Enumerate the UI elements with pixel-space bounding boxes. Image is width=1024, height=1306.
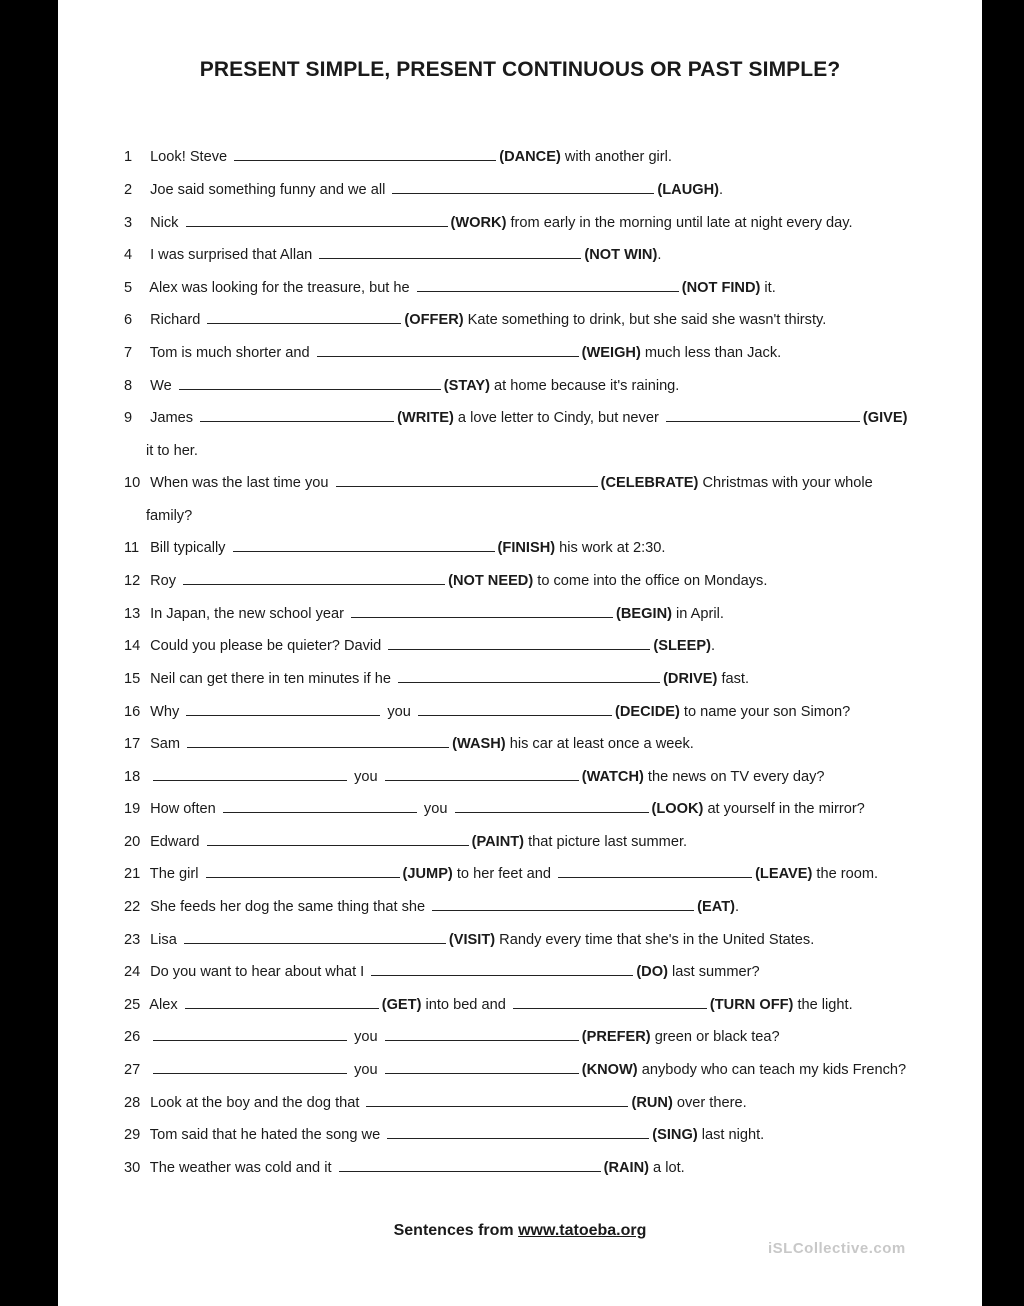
question-number: 24 <box>124 964 141 980</box>
verb-prompt: (EAT) <box>697 899 735 915</box>
question-26 <box>124 1027 942 1047</box>
answer-blank[interactable] <box>317 343 579 357</box>
answer-blank[interactable] <box>153 1060 347 1074</box>
question-number: 10 <box>124 475 141 491</box>
question-text: Edward <box>150 834 200 850</box>
question-15 <box>124 669 942 689</box>
question-21 <box>124 864 942 884</box>
question-text: with another girl. <box>560 149 672 165</box>
question-text: you <box>387 704 411 720</box>
question-text: Lisa <box>150 932 177 948</box>
answer-blank[interactable] <box>385 1060 579 1074</box>
question-number: 22 <box>124 899 141 915</box>
answer-blank[interactable] <box>184 930 446 944</box>
question-text: Richard <box>150 312 201 328</box>
verb-prompt: (WEIGH) <box>581 345 641 361</box>
question-number: 15 <box>124 671 141 687</box>
question-text: Bill typically <box>150 540 226 556</box>
question-14 <box>124 636 942 656</box>
answer-blank[interactable] <box>206 864 400 878</box>
question-1 <box>124 147 942 167</box>
question-number: 28 <box>124 1095 141 1111</box>
question-text: Kate something to drink, but she said she wasn't thirsty. <box>463 312 827 328</box>
question-number: 9 <box>124 410 133 426</box>
verb-prompt: (NOT NEED) <box>448 573 534 589</box>
question-number: 13 <box>124 606 141 622</box>
verb-prompt: (WRITE) <box>397 410 454 426</box>
question-number: 1 <box>124 149 133 165</box>
answer-blank[interactable] <box>339 1158 601 1172</box>
question-number: 25 <box>124 997 141 1013</box>
question-27 <box>124 1060 942 1080</box>
answer-blank[interactable] <box>455 799 649 813</box>
question-text: Look! Steve <box>150 149 228 165</box>
answer-blank[interactable] <box>432 897 694 911</box>
question-6 <box>124 310 942 330</box>
question-text: you <box>354 1029 378 1045</box>
answer-blank[interactable] <box>153 767 347 781</box>
verb-prompt: (GIVE) <box>862 410 908 426</box>
verb-prompt: (RUN) <box>631 1095 673 1111</box>
question-text: Alex <box>149 997 178 1013</box>
verb-prompt: (PAINT) <box>471 834 525 850</box>
question-number: 12 <box>124 573 141 589</box>
question-number: 18 <box>124 769 141 785</box>
question-17 <box>124 734 942 754</box>
question-text: you <box>354 1062 378 1078</box>
watermark: iSLCollective.com <box>768 1240 906 1257</box>
question-text: Roy <box>150 573 177 589</box>
answer-blank[interactable] <box>200 408 394 422</box>
answer-blank[interactable] <box>392 180 654 194</box>
question-text: to come into the office on Mondays. <box>533 573 768 589</box>
verb-prompt: (DRIVE) <box>663 671 718 687</box>
question-number: 6 <box>124 312 133 328</box>
question-10 <box>124 473 942 493</box>
answer-blank[interactable] <box>223 799 417 813</box>
question-text: The weather was cold and it <box>149 1160 332 1176</box>
question-number: 16 <box>124 704 141 720</box>
question-number: 7 <box>124 345 133 361</box>
answer-blank[interactable] <box>179 376 441 390</box>
answer-blank[interactable] <box>398 669 660 683</box>
tatoeba-link[interactable]: www.tatoeba.org <box>518 1222 647 1239</box>
verb-prompt: (WASH) <box>452 736 506 752</box>
question-28 <box>124 1093 942 1113</box>
question-text: Joe said something funny and we all <box>150 182 386 198</box>
verb-prompt: (TURN OFF) <box>709 997 794 1013</box>
answer-blank[interactable] <box>186 702 380 716</box>
verb-prompt: (CELEBRATE) <box>600 475 699 491</box>
question-text: at home because it's raining. <box>489 378 680 394</box>
answer-blank[interactable] <box>187 734 449 748</box>
page-title: PRESENT SIMPLE, PRESENT CONTINUOUS OR PAST SIMPLE? <box>199 58 841 81</box>
question-number: 26 <box>124 1029 141 1045</box>
question-19 <box>124 799 942 819</box>
question-number: 14 <box>124 638 141 654</box>
question-text: much less than Jack. <box>640 345 782 361</box>
question-text: a lot. <box>648 1160 685 1176</box>
worksheet-page <box>58 0 982 1306</box>
question-text: it. <box>760 280 776 296</box>
question-text: In Japan, the new school year <box>150 606 344 622</box>
question-number: 3 <box>124 215 133 231</box>
question-text: . <box>657 247 662 263</box>
verb-prompt: (JUMP) <box>402 866 453 882</box>
verb-prompt: (NOT FIND) <box>681 280 761 296</box>
question-number: 4 <box>124 247 133 263</box>
question-12 <box>124 571 942 591</box>
question-text: Neil can get there in ten minutes if he <box>150 671 391 687</box>
verb-prompt: (LAUGH) <box>657 182 720 198</box>
verb-prompt: (FINISH) <box>497 540 556 556</box>
question-number: 20 <box>124 834 141 850</box>
answer-blank[interactable] <box>387 1125 649 1139</box>
question-text: The girl <box>149 866 199 882</box>
question-text: She feeds her dog the same thing that she <box>150 899 426 915</box>
answer-blank[interactable] <box>207 832 469 846</box>
question-text: Christmas with your whole <box>698 475 873 491</box>
question-13 <box>124 604 942 624</box>
answer-blank[interactable] <box>186 213 448 227</box>
verb-prompt: (WATCH) <box>581 769 644 785</box>
verb-prompt: (DECIDE) <box>614 704 680 720</box>
question-text: the light. <box>793 997 853 1013</box>
question-text: the news on TV every day? <box>643 769 825 785</box>
question-text: last summer? <box>667 964 760 980</box>
answer-blank[interactable] <box>513 995 707 1009</box>
question-text: you <box>354 769 378 785</box>
answer-blank[interactable] <box>185 995 379 1009</box>
verb-prompt: (VISIT) <box>448 932 496 948</box>
question-text: over there. <box>672 1095 747 1111</box>
question-text: Could you please be quieter? David <box>150 638 382 654</box>
question-5 <box>124 278 942 298</box>
answer-blank[interactable] <box>234 147 496 161</box>
question-text: to her feet and <box>452 866 551 882</box>
answer-blank[interactable] <box>153 1027 347 1041</box>
question-text: in April. <box>671 606 724 622</box>
answer-blank[interactable] <box>233 538 495 552</box>
question-number: 30 <box>124 1160 141 1176</box>
question-text: Randy every time that she's in the United States. <box>495 932 815 948</box>
question-25 <box>124 995 942 1015</box>
question-text: green or black tea? <box>650 1029 780 1045</box>
question-text: When was the last time you <box>150 475 329 491</box>
verb-prompt: (PREFER) <box>581 1029 651 1045</box>
question-29 <box>124 1125 942 1145</box>
footer-prefix: Sentences from <box>393 1222 519 1239</box>
question-text: Alex was looking for the treasure, but he <box>149 280 410 296</box>
question-number: 23 <box>124 932 141 948</box>
answer-blank[interactable] <box>319 245 581 259</box>
question-text: into bed and <box>421 997 506 1013</box>
question-16 <box>124 702 942 722</box>
question-number: 11 <box>124 540 140 556</box>
answer-blank[interactable] <box>385 767 579 781</box>
answer-blank[interactable] <box>417 278 679 292</box>
question-11 <box>124 538 942 558</box>
question-text: We <box>150 378 172 394</box>
answer-blank[interactable] <box>666 408 860 422</box>
question-text: his car at least once a week. <box>505 736 694 752</box>
question-4 <box>124 245 942 265</box>
question-text: Why <box>150 704 180 720</box>
verb-prompt: (BEGIN) <box>616 606 672 622</box>
question-text: . <box>710 638 715 654</box>
verb-prompt: (WORK) <box>450 215 507 231</box>
question-number: 27 <box>124 1062 141 1078</box>
verb-prompt: (OFFER) <box>404 312 464 328</box>
question-text: from early in the morning until late at night every day. <box>506 215 853 231</box>
source-footer <box>58 1222 982 1240</box>
question-20 <box>124 832 942 852</box>
answer-blank[interactable] <box>371 962 633 976</box>
question-8 <box>124 376 942 396</box>
question-text: Sam <box>150 736 181 752</box>
question-text: at yourself in the mirror? <box>703 801 865 817</box>
verb-prompt: (STAY) <box>443 378 490 394</box>
verb-prompt: (DANCE) <box>499 149 561 165</box>
question-number: 2 <box>124 182 133 198</box>
verb-prompt: (LEAVE) <box>755 866 813 882</box>
question-text: anybody who can teach my kids French? <box>637 1062 907 1078</box>
question-text: James <box>150 410 194 426</box>
question-text: the room. <box>812 866 879 882</box>
question-text: Tom said that he hated the song we <box>149 1127 381 1143</box>
question-text: his work at 2:30. <box>555 540 666 556</box>
verb-prompt: (GET) <box>381 997 422 1013</box>
question-number: 5 <box>124 280 133 296</box>
question-text: Tom is much shorter and <box>149 345 310 361</box>
answer-blank[interactable] <box>336 473 598 487</box>
question-7 <box>124 343 942 363</box>
verb-prompt: (KNOW) <box>581 1062 638 1078</box>
question-number: 21 <box>124 866 141 882</box>
verb-prompt: (DO) <box>636 964 668 980</box>
question-text: I was surprised that Allan <box>150 247 313 263</box>
question-9-continuation: it to her. <box>146 443 198 459</box>
question-number: 8 <box>124 378 133 394</box>
verb-prompt: (RAIN) <box>603 1160 649 1176</box>
question-text: to name your son Simon? <box>679 704 851 720</box>
question-23 <box>124 930 942 950</box>
answer-blank[interactable] <box>207 310 401 324</box>
answer-blank[interactable] <box>385 1027 579 1041</box>
answer-blank[interactable] <box>366 1093 628 1107</box>
question-10-continuation: family? <box>146 508 193 524</box>
question-9 <box>124 408 942 428</box>
question-text: last night. <box>697 1127 765 1143</box>
question-text: you <box>423 801 448 817</box>
question-30 <box>124 1158 942 1178</box>
question-number: 17 <box>124 736 141 752</box>
question-text: Do you want to hear about what I <box>150 964 365 980</box>
verb-prompt: (LOOK) <box>651 801 704 817</box>
answer-blank[interactable] <box>558 864 752 878</box>
question-text: Nick <box>150 215 179 231</box>
answer-blank[interactable] <box>183 571 445 585</box>
verb-prompt: (SING) <box>652 1127 698 1143</box>
question-text: How often <box>150 801 216 817</box>
question-22 <box>124 897 942 917</box>
question-2 <box>124 180 942 200</box>
question-24 <box>124 962 942 982</box>
question-text: Look at the boy and the dog that <box>150 1095 360 1111</box>
question-text: a love letter to Cindy, but never <box>453 410 659 426</box>
answer-blank[interactable] <box>388 636 650 650</box>
question-number: 19 <box>124 801 141 817</box>
question-number: 29 <box>124 1127 141 1143</box>
question-text: . <box>719 182 724 198</box>
answer-blank[interactable] <box>418 702 612 716</box>
verb-prompt: (NOT WIN) <box>584 247 658 263</box>
question-text: . <box>735 899 740 915</box>
question-text: fast. <box>717 671 750 687</box>
question-18 <box>124 767 942 787</box>
answer-blank[interactable] <box>351 604 613 618</box>
verb-prompt: (SLEEP) <box>653 638 711 654</box>
question-3 <box>124 213 942 233</box>
question-text: that picture last summer. <box>524 834 688 850</box>
